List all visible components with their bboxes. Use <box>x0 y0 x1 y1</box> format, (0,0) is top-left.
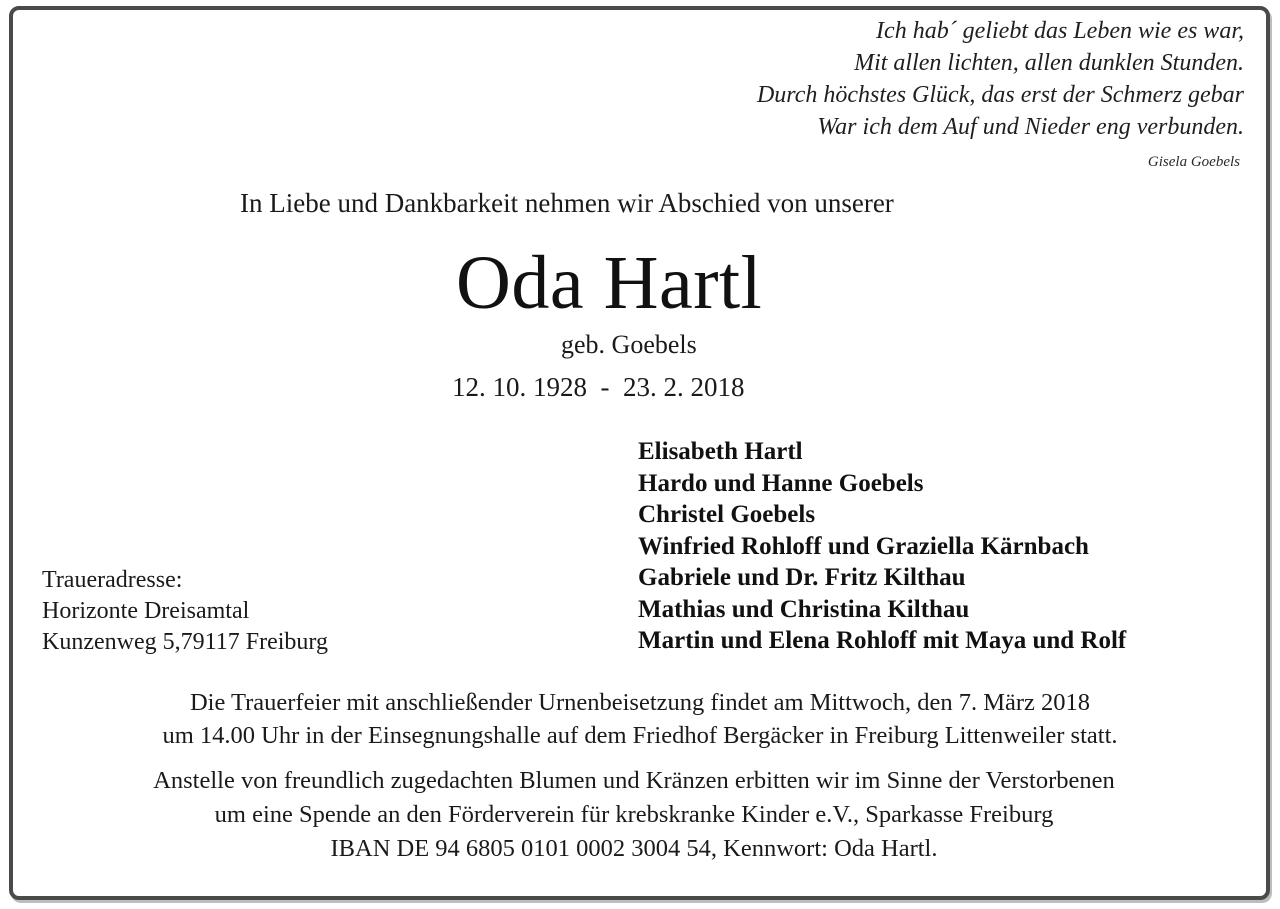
life-dates: 12. 10. 1928 - 23. 2. 2018 <box>452 372 745 402</box>
poem-author: Gisela Goebels <box>1147 154 1240 170</box>
address-label: Traueradresse: <box>42 567 183 593</box>
donation-line: Anstelle von freundlich zugedachten Blumen und Kränzen erbitten wir im Sinne der Verstorbenen <box>153 767 1115 794</box>
mourners-list <box>638 436 1126 657</box>
mourner-name: Mathias und Christina Kilthau <box>638 595 970 623</box>
address-line: Horizonte Dreisamtal <box>42 598 250 624</box>
ceremony-info <box>0 686 1280 752</box>
donation-line: IBAN DE 94 6805 0101 0002 3004 54, Kennwort: Oda Hartl. <box>330 835 938 862</box>
mourner-name: Gabriele und Dr. Fritz Kilthau <box>638 564 966 591</box>
mourner-name: Winfried Rohloff und Graziella Kärnbach <box>638 532 1089 560</box>
mourning-address <box>42 565 328 658</box>
ceremony-line: um 14.00 Uhr in der Einsegnungshalle auf dem Friedhof Bergäcker in Freiburg Littenweiler statt. <box>162 722 1118 749</box>
deceased-name: Oda Hartl <box>456 241 763 325</box>
poem-line: Durch höchstes Glück, das erst der Schmerz gebar <box>756 82 1244 108</box>
born-name: geb. Goebels <box>561 330 697 359</box>
mourner-name: Martin und Elena Rohloff mit Maya und Rolf <box>638 627 1127 654</box>
address-line: Kunzenweg 5,79117 Freiburg <box>42 629 328 655</box>
mourner-name: Hardo und Hanne Goebels <box>638 469 924 497</box>
mourner-name: Elisabeth Hartl <box>638 438 803 465</box>
ceremony-line: Die Trauerfeier mit anschließender Urnenbeisetzung findet am Mittwoch, den 7. März 2018 <box>189 689 1091 716</box>
poem-line: Ich hab´ geliebt das Leben wie es war, <box>876 18 1244 44</box>
mourner-name: Christel Goebels <box>638 501 816 528</box>
poem-line: War ich dem Auf und Nieder eng verbunden. <box>817 114 1244 140</box>
poem-line: Mit allen lichten, allen dunklen Stunden. <box>854 50 1244 76</box>
donation-line: um eine Spende an den Förderverein für krebskranke Kinder e.V., Sparkasse Freiburg <box>214 801 1054 828</box>
donation-info <box>0 764 1268 866</box>
poem <box>757 15 1244 143</box>
intro-text: In Liebe und Dankbarkeit nehmen wir Abschied von unserer <box>240 188 894 218</box>
